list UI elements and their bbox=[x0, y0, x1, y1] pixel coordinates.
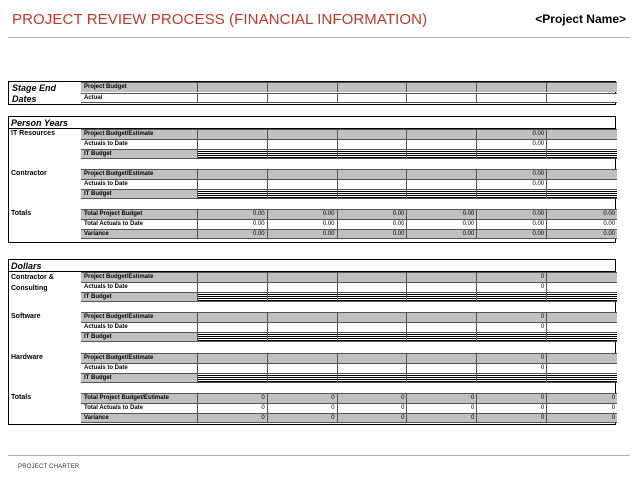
value-cell[interactable]: 0 bbox=[477, 403, 547, 413]
value-cell[interactable] bbox=[547, 353, 617, 363]
value-cell[interactable] bbox=[338, 93, 408, 103]
value-cell[interactable]: 0 bbox=[338, 413, 408, 423]
row-label: Total Actuals to Date bbox=[81, 219, 198, 229]
value-cell[interactable]: 0 bbox=[477, 393, 547, 403]
value-cell[interactable]: 0 bbox=[198, 393, 268, 403]
stage-dates-section bbox=[8, 81, 616, 105]
table-row bbox=[81, 229, 617, 239]
value-cell[interactable]: 0.00 bbox=[407, 209, 477, 219]
value-cell[interactable]: 0 bbox=[477, 413, 547, 423]
value-cell[interactable]: 0 bbox=[477, 322, 547, 332]
value-cell[interactable]: 0.00 bbox=[198, 209, 268, 219]
value-cell[interactable] bbox=[407, 353, 477, 363]
value-cell[interactable]: 0.00 bbox=[268, 229, 338, 239]
value-cell[interactable] bbox=[198, 179, 268, 189]
value-cell[interactable] bbox=[338, 82, 408, 92]
value-cell[interactable] bbox=[547, 82, 617, 92]
value-cell[interactable] bbox=[407, 363, 477, 373]
table-row bbox=[81, 179, 617, 189]
group-label: Hardware bbox=[11, 354, 43, 361]
value-cell[interactable] bbox=[407, 93, 477, 103]
value-cell[interactable] bbox=[477, 292, 547, 302]
group-label: IT Resources bbox=[11, 130, 55, 137]
table-row bbox=[81, 332, 617, 342]
value-cell[interactable] bbox=[198, 93, 268, 103]
value-cell[interactable] bbox=[407, 332, 477, 342]
value-cell[interactable] bbox=[547, 129, 617, 139]
value-cell[interactable]: 0 bbox=[547, 393, 617, 403]
value-cell[interactable] bbox=[407, 282, 477, 292]
row-label: Actuals to Date bbox=[81, 322, 198, 332]
table-row bbox=[81, 292, 617, 302]
value-cell[interactable] bbox=[547, 139, 617, 149]
value-cell[interactable]: 0.00 bbox=[547, 229, 617, 239]
value-cell[interactable] bbox=[268, 332, 338, 342]
value-cell[interactable] bbox=[198, 353, 268, 363]
footer-label: PROJECT CHARTER bbox=[18, 464, 80, 470]
value-cell[interactable] bbox=[407, 82, 477, 92]
value-cell[interactable]: 0 bbox=[477, 312, 547, 322]
value-cell[interactable]: 0.00 bbox=[547, 219, 617, 229]
footer-divider bbox=[8, 455, 630, 456]
group-label: Totals bbox=[11, 394, 32, 401]
row-label: Project Budget/Estimate bbox=[81, 353, 198, 363]
value-cell[interactable] bbox=[198, 129, 268, 139]
value-cell[interactable] bbox=[198, 149, 268, 159]
table-row bbox=[81, 312, 617, 322]
value-cell[interactable] bbox=[268, 169, 338, 179]
value-cell[interactable] bbox=[407, 169, 477, 179]
row-label: Project Budget/Estimate bbox=[81, 272, 198, 282]
row-label: Project Budget bbox=[81, 82, 198, 92]
value-cell[interactable] bbox=[268, 353, 338, 363]
value-cell[interactable] bbox=[338, 149, 408, 159]
row-label: Project Budget/Estimate bbox=[81, 129, 198, 139]
value-cell[interactable]: 0.00 bbox=[198, 219, 268, 229]
value-cell[interactable]: 0 bbox=[407, 413, 477, 423]
value-cell[interactable]: 0 bbox=[477, 363, 547, 373]
value-cell[interactable] bbox=[477, 82, 547, 92]
value-cell[interactable] bbox=[338, 292, 408, 302]
value-cell[interactable] bbox=[547, 189, 617, 199]
value-cell[interactable]: 0 bbox=[198, 403, 268, 413]
value-cell[interactable] bbox=[198, 363, 268, 373]
value-cell[interactable] bbox=[198, 82, 268, 92]
section-title: Dollars bbox=[11, 261, 42, 271]
value-cell[interactable]: 0 bbox=[268, 403, 338, 413]
value-cell[interactable]: 0.00 bbox=[407, 219, 477, 229]
table-row bbox=[81, 93, 617, 103]
table-row bbox=[81, 82, 617, 92]
table-row bbox=[81, 373, 617, 383]
value-cell[interactable] bbox=[477, 149, 547, 159]
value-cell[interactable] bbox=[547, 373, 617, 383]
value-cell[interactable] bbox=[338, 282, 408, 292]
value-cell[interactable] bbox=[338, 129, 408, 139]
row-label: Actuals to Date bbox=[81, 139, 198, 149]
value-cell[interactable]: 0 bbox=[268, 393, 338, 403]
value-cell[interactable]: 0.00 bbox=[477, 139, 547, 149]
value-cell[interactable] bbox=[547, 292, 617, 302]
group-label: Contractor & bbox=[11, 274, 54, 281]
value-cell[interactable] bbox=[338, 332, 408, 342]
value-cell[interactable]: 0.00 bbox=[338, 229, 408, 239]
header-divider bbox=[8, 37, 630, 38]
stage-label-line2: Dates bbox=[12, 94, 37, 104]
value-cell[interactable]: 0 bbox=[268, 413, 338, 423]
table-row bbox=[81, 353, 617, 363]
value-cell[interactable]: 0 bbox=[338, 393, 408, 403]
value-cell[interactable]: 0 bbox=[407, 393, 477, 403]
value-cell[interactable] bbox=[268, 292, 338, 302]
table-row bbox=[81, 413, 617, 423]
value-cell[interactable] bbox=[338, 322, 408, 332]
value-cell[interactable] bbox=[198, 322, 268, 332]
value-cell[interactable] bbox=[268, 179, 338, 189]
value-cell[interactable]: 0 bbox=[477, 272, 547, 282]
value-cell[interactable] bbox=[547, 312, 617, 322]
group-label: Contractor bbox=[11, 170, 47, 177]
value-cell[interactable] bbox=[547, 272, 617, 282]
value-cell[interactable] bbox=[268, 139, 338, 149]
value-cell[interactable] bbox=[407, 322, 477, 332]
page-title: PROJECT REVIEW PROCESS (FINANCIAL INFORMATION) bbox=[12, 11, 428, 28]
project-name: <Project Name> bbox=[535, 12, 626, 26]
value-cell[interactable] bbox=[338, 363, 408, 373]
value-cell[interactable] bbox=[338, 139, 408, 149]
value-cell[interactable] bbox=[268, 282, 338, 292]
row-label: IT Budget bbox=[81, 373, 198, 383]
table-row bbox=[81, 129, 617, 139]
value-cell[interactable]: 0.00 bbox=[477, 209, 547, 219]
table-row bbox=[81, 403, 617, 413]
table-row bbox=[81, 139, 617, 149]
value-cell[interactable] bbox=[477, 332, 547, 342]
value-cell[interactable]: 0.00 bbox=[477, 179, 547, 189]
value-cell[interactable] bbox=[198, 312, 268, 322]
value-cell[interactable] bbox=[338, 272, 408, 282]
value-cell[interactable] bbox=[338, 353, 408, 363]
value-cell[interactable] bbox=[198, 272, 268, 282]
value-cell[interactable] bbox=[407, 373, 477, 383]
value-cell[interactable]: 0 bbox=[198, 413, 268, 423]
value-cell[interactable] bbox=[407, 129, 477, 139]
value-cell[interactable]: 0 bbox=[477, 282, 547, 292]
value-cell[interactable] bbox=[547, 332, 617, 342]
value-cell[interactable] bbox=[338, 312, 408, 322]
value-cell[interactable] bbox=[198, 332, 268, 342]
row-label: IT Budget bbox=[81, 292, 198, 302]
group-label: Software bbox=[11, 313, 41, 320]
dollars-section bbox=[8, 259, 616, 425]
value-cell[interactable]: 0.00 bbox=[477, 169, 547, 179]
value-cell[interactable] bbox=[268, 82, 338, 92]
value-cell[interactable] bbox=[268, 93, 338, 103]
value-cell[interactable]: 0 bbox=[547, 413, 617, 423]
row-label: Total Project Budget/Estimate bbox=[81, 393, 198, 403]
value-cell[interactable] bbox=[407, 139, 477, 149]
value-cell[interactable] bbox=[547, 322, 617, 332]
value-cell[interactable]: 0.00 bbox=[407, 229, 477, 239]
table-row bbox=[81, 363, 617, 373]
value-cell[interactable] bbox=[268, 312, 338, 322]
stage-label-line1: Stage End bbox=[12, 83, 57, 93]
table-row bbox=[81, 322, 617, 332]
row-label: Actual bbox=[81, 93, 198, 103]
value-cell[interactable] bbox=[338, 189, 408, 199]
value-cell[interactable] bbox=[338, 169, 408, 179]
table-row bbox=[81, 189, 617, 199]
value-cell[interactable] bbox=[547, 93, 617, 103]
value-cell[interactable] bbox=[547, 363, 617, 373]
row-label: IT Budget bbox=[81, 189, 198, 199]
value-cell[interactable]: 0.00 bbox=[268, 219, 338, 229]
row-label: Variance bbox=[81, 229, 198, 239]
value-cell[interactable] bbox=[198, 139, 268, 149]
value-cell[interactable] bbox=[338, 179, 408, 189]
value-cell[interactable]: 0.00 bbox=[477, 129, 547, 139]
value-cell[interactable]: 0.00 bbox=[198, 229, 268, 239]
value-cell[interactable]: 0.00 bbox=[268, 209, 338, 219]
table-row bbox=[81, 393, 617, 403]
value-cell[interactable] bbox=[268, 272, 338, 282]
row-label: Total Project Budget bbox=[81, 209, 198, 219]
value-cell[interactable]: 0 bbox=[547, 403, 617, 413]
value-cell[interactable] bbox=[407, 292, 477, 302]
value-cell[interactable] bbox=[547, 169, 617, 179]
table-row bbox=[81, 219, 617, 229]
row-label: Actuals to Date bbox=[81, 179, 198, 189]
value-cell[interactable] bbox=[477, 93, 547, 103]
table-row bbox=[81, 272, 617, 282]
value-cell[interactable] bbox=[268, 373, 338, 383]
value-cell[interactable] bbox=[477, 373, 547, 383]
row-label: Actuals to Date bbox=[81, 363, 198, 373]
row-label: Project Budget/Estimate bbox=[81, 169, 198, 179]
value-cell[interactable]: 0.00 bbox=[477, 219, 547, 229]
row-label: IT Budget bbox=[81, 149, 198, 159]
section-title: Person Years bbox=[11, 118, 69, 128]
value-cell[interactable]: 0.00 bbox=[547, 209, 617, 219]
table-row bbox=[81, 169, 617, 179]
value-cell[interactable] bbox=[198, 373, 268, 383]
value-cell[interactable] bbox=[477, 189, 547, 199]
group-label: Consulting bbox=[11, 285, 48, 292]
value-cell[interactable] bbox=[407, 312, 477, 322]
value-cell[interactable] bbox=[268, 149, 338, 159]
value-cell[interactable] bbox=[268, 189, 338, 199]
value-cell[interactable] bbox=[407, 179, 477, 189]
row-label: Total Actuals to Date bbox=[81, 403, 198, 413]
value-cell[interactable] bbox=[407, 189, 477, 199]
value-cell[interactable] bbox=[547, 282, 617, 292]
table-row bbox=[81, 282, 617, 292]
value-cell[interactable]: 0 bbox=[338, 403, 408, 413]
value-cell[interactable] bbox=[198, 282, 268, 292]
table-row bbox=[81, 209, 617, 219]
value-cell[interactable]: 0 bbox=[407, 403, 477, 413]
value-cell[interactable] bbox=[547, 149, 617, 159]
person-years-section bbox=[8, 116, 616, 243]
value-cell[interactable] bbox=[198, 189, 268, 199]
value-cell[interactable] bbox=[338, 373, 408, 383]
row-label: IT Budget bbox=[81, 332, 198, 342]
value-cell[interactable]: 0.00 bbox=[338, 219, 408, 229]
table-row bbox=[81, 149, 617, 159]
value-cell[interactable] bbox=[407, 149, 477, 159]
value-cell[interactable] bbox=[268, 129, 338, 139]
row-label: Variance bbox=[81, 413, 198, 423]
value-cell[interactable]: 0.00 bbox=[338, 209, 408, 219]
value-cell[interactable]: 0.00 bbox=[477, 229, 547, 239]
row-label: Actuals to Date bbox=[81, 282, 198, 292]
value-cell[interactable] bbox=[547, 179, 617, 189]
value-cell[interactable] bbox=[268, 322, 338, 332]
value-cell[interactable] bbox=[198, 292, 268, 302]
value-cell[interactable]: 0 bbox=[477, 353, 547, 363]
value-cell[interactable] bbox=[407, 272, 477, 282]
row-label: Project Budget/Estimate bbox=[81, 312, 198, 322]
value-cell[interactable] bbox=[268, 363, 338, 373]
value-cell[interactable] bbox=[198, 169, 268, 179]
group-label: Totals bbox=[11, 210, 32, 217]
